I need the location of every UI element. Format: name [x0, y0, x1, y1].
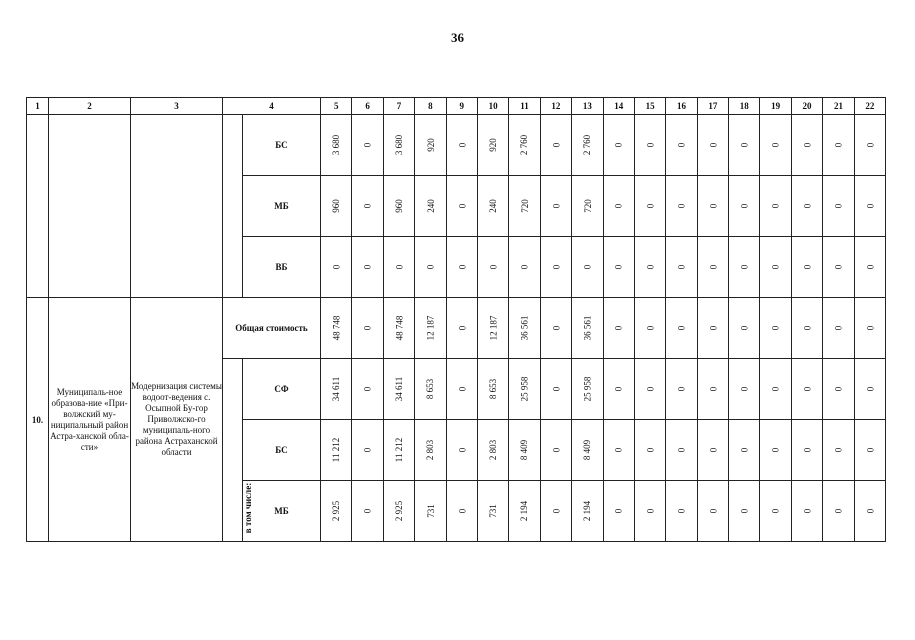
- value-cell: [791, 481, 822, 542]
- cell-value: 0: [613, 142, 624, 148]
- total-cost-label: Общая стоимость: [223, 298, 321, 359]
- header-cell: 8: [415, 98, 446, 115]
- cell-value: 2 803: [425, 439, 436, 461]
- cell-value: 0: [707, 447, 718, 453]
- cell-value: 0: [550, 264, 561, 270]
- cell-value: 48 748: [393, 315, 404, 341]
- value-cell: [352, 481, 383, 542]
- value-cell: [729, 481, 760, 542]
- cell-value: 731: [488, 504, 499, 518]
- municipality-cell-prev: [49, 115, 131, 298]
- cell-value: 0: [707, 142, 718, 148]
- project-cell-prev: [131, 115, 223, 298]
- value-cell: [760, 176, 791, 237]
- cell-value: 0: [802, 142, 813, 148]
- value-cell: [666, 115, 697, 176]
- value-cell: [415, 420, 446, 481]
- value-cell: [572, 359, 603, 420]
- value-cell: [477, 420, 508, 481]
- value-cell: [572, 176, 603, 237]
- value-cell: [415, 481, 446, 542]
- value-cell: [760, 298, 791, 359]
- header-cell: 20: [791, 98, 822, 115]
- cell-value: 0: [456, 447, 467, 453]
- value-cell: [446, 481, 477, 542]
- value-cell: [352, 115, 383, 176]
- value-cell: [446, 237, 477, 298]
- cell-value: 0: [456, 386, 467, 392]
- cell-value: 8 409: [582, 439, 593, 461]
- value-cell: [729, 237, 760, 298]
- value-cell: [509, 176, 540, 237]
- value-cell: [509, 115, 540, 176]
- value-cell: [352, 420, 383, 481]
- cell-value: 0: [613, 203, 624, 209]
- cell-value: 0: [456, 203, 467, 209]
- cell-value: 25 958: [582, 376, 593, 402]
- cell-value: 0: [802, 508, 813, 514]
- value-cell: [697, 115, 728, 176]
- header-cell: 19: [760, 98, 791, 115]
- value-cell: [572, 481, 603, 542]
- value-cell: [321, 481, 352, 542]
- value-cell: [634, 298, 665, 359]
- cell-value: 0: [393, 264, 404, 270]
- value-cell: [509, 298, 540, 359]
- cell-value: 11 212: [331, 437, 342, 463]
- cell-value: 0: [864, 386, 875, 392]
- cell-value: 0: [739, 325, 750, 331]
- value-cell: [477, 481, 508, 542]
- value-cell: [509, 420, 540, 481]
- cell-value: 48 748: [331, 315, 342, 341]
- in-total-cell-prev: [223, 115, 243, 298]
- cell-value: 0: [331, 264, 342, 270]
- cell-value: 2 925: [393, 500, 404, 522]
- funding-source-label: МБ: [243, 176, 321, 237]
- cell-value: 0: [645, 264, 656, 270]
- cell-value: 0: [770, 386, 781, 392]
- value-cell: [823, 298, 854, 359]
- value-cell: [572, 237, 603, 298]
- cell-value: 0: [707, 508, 718, 514]
- header-cell: 22: [854, 98, 885, 115]
- value-cell: [383, 298, 414, 359]
- header-cell: 11: [509, 98, 540, 115]
- header-cell: 10: [477, 98, 508, 115]
- header-cell: 6: [352, 98, 383, 115]
- header-cell: 14: [603, 98, 634, 115]
- value-cell: [634, 115, 665, 176]
- cell-value: 0: [456, 325, 467, 331]
- cell-value: 0: [864, 508, 875, 514]
- value-cell: [697, 481, 728, 542]
- cell-value: 0: [864, 447, 875, 453]
- header-cell: 16: [666, 98, 697, 115]
- cell-value: 2 760: [519, 134, 530, 156]
- value-cell: [415, 176, 446, 237]
- cell-value: 0: [645, 447, 656, 453]
- cell-value: 0: [456, 142, 467, 148]
- cell-value: 36 561: [519, 315, 530, 341]
- value-cell: [666, 298, 697, 359]
- value-cell: [823, 115, 854, 176]
- value-cell: [823, 420, 854, 481]
- value-cell: [446, 176, 477, 237]
- value-cell: [760, 359, 791, 420]
- cell-value: 0: [613, 508, 624, 514]
- value-cell: [634, 359, 665, 420]
- value-cell: [760, 420, 791, 481]
- cell-value: 0: [707, 325, 718, 331]
- cell-value: 0: [425, 264, 436, 270]
- header-cell: 2: [49, 98, 131, 115]
- value-cell: [352, 359, 383, 420]
- cell-value: 0: [707, 203, 718, 209]
- cell-value: 0: [613, 386, 624, 392]
- cell-value: 0: [770, 203, 781, 209]
- value-cell: [634, 481, 665, 542]
- cell-value: 0: [676, 447, 687, 453]
- value-cell: [760, 115, 791, 176]
- header-row: [27, 98, 886, 115]
- cell-value: 720: [582, 199, 593, 213]
- header-cell: 15: [634, 98, 665, 115]
- value-cell: [634, 420, 665, 481]
- header-cell: 18: [729, 98, 760, 115]
- cell-value: 0: [362, 508, 373, 514]
- cell-value: 240: [488, 199, 499, 213]
- cell-value: 0: [676, 264, 687, 270]
- cell-value: 0: [739, 386, 750, 392]
- cell-value: 8 653: [488, 378, 499, 400]
- value-cell: [603, 176, 634, 237]
- cell-value: 0: [362, 447, 373, 453]
- funding-source-label: БС: [243, 420, 321, 481]
- value-cell: [352, 298, 383, 359]
- cell-value: 0: [770, 325, 781, 331]
- cell-value: 0: [770, 142, 781, 148]
- cell-value: 0: [550, 447, 561, 453]
- funding-source-label: ВБ: [243, 237, 321, 298]
- project-name: Модернизация системы водоот-ведения с. Осыпной Бу-гор Приволжско-го муниципаль-ного района Астраханской области: [131, 298, 223, 542]
- cell-value: 0: [676, 508, 687, 514]
- cell-value: 0: [613, 264, 624, 270]
- header-cell: 4: [223, 98, 321, 115]
- value-cell: [603, 359, 634, 420]
- value-cell: [321, 359, 352, 420]
- value-cell: [729, 298, 760, 359]
- cell-value: 0: [770, 447, 781, 453]
- num-cell-prev: [27, 115, 49, 298]
- cell-value: 0: [833, 447, 844, 453]
- value-cell: [791, 176, 822, 237]
- cell-value: 0: [864, 325, 875, 331]
- table-row: [27, 115, 886, 176]
- cell-value: 960: [331, 199, 342, 213]
- cell-value: 0: [739, 142, 750, 148]
- header-cell: 12: [540, 98, 571, 115]
- cell-value: 0: [550, 508, 561, 514]
- cell-value: 2 194: [582, 500, 593, 522]
- value-cell: [540, 359, 571, 420]
- cell-value: 0: [802, 325, 813, 331]
- value-cell: [603, 115, 634, 176]
- cell-value: 0: [362, 203, 373, 209]
- value-cell: [854, 359, 885, 420]
- table-row-total: [27, 298, 886, 359]
- value-cell: [791, 298, 822, 359]
- header-cell: 9: [446, 98, 477, 115]
- value-cell: [854, 481, 885, 542]
- cell-value: 0: [864, 203, 875, 209]
- value-cell: [791, 115, 822, 176]
- cell-value: 0: [582, 264, 593, 270]
- value-cell: [791, 237, 822, 298]
- cell-value: 0: [362, 386, 373, 392]
- cell-value: 0: [833, 264, 844, 270]
- cell-value: 2 803: [488, 439, 499, 461]
- cell-value: 0: [802, 447, 813, 453]
- cell-value: 0: [833, 508, 844, 514]
- cell-value: 0: [519, 264, 530, 270]
- value-cell: [603, 420, 634, 481]
- value-cell: [321, 298, 352, 359]
- value-cell: [352, 237, 383, 298]
- value-cell: [634, 237, 665, 298]
- value-cell: [572, 420, 603, 481]
- value-cell: [321, 115, 352, 176]
- cell-value: 0: [707, 386, 718, 392]
- cell-value: 0: [802, 203, 813, 209]
- header-cell: 13: [572, 98, 603, 115]
- value-cell: [854, 176, 885, 237]
- value-cell: [666, 237, 697, 298]
- value-cell: [352, 176, 383, 237]
- cell-value: 0: [488, 264, 499, 270]
- value-cell: [823, 359, 854, 420]
- cell-value: 0: [613, 447, 624, 453]
- value-cell: [697, 359, 728, 420]
- value-cell: [666, 481, 697, 542]
- cell-value: 3 680: [331, 134, 342, 156]
- cell-value: 0: [833, 142, 844, 148]
- cell-value: 0: [864, 142, 875, 148]
- value-cell: [854, 115, 885, 176]
- value-cell: [477, 176, 508, 237]
- value-cell: [572, 298, 603, 359]
- value-cell: [446, 359, 477, 420]
- cell-value: 0: [550, 142, 561, 148]
- value-cell: [540, 481, 571, 542]
- cell-value: 0: [362, 325, 373, 331]
- header-cell: 17: [697, 98, 728, 115]
- cell-value: 0: [802, 264, 813, 270]
- value-cell: [697, 420, 728, 481]
- funding-source-label: МБ: [243, 481, 321, 542]
- value-cell: [446, 115, 477, 176]
- cell-value: 0: [833, 203, 844, 209]
- cell-value: 0: [645, 142, 656, 148]
- value-cell: [383, 481, 414, 542]
- cell-value: 0: [707, 264, 718, 270]
- row-number: 10.: [27, 298, 49, 542]
- in-total-cell: [223, 359, 254, 542]
- cell-value: 34 611: [393, 376, 404, 402]
- cell-value: 0: [676, 325, 687, 331]
- value-cell: [729, 359, 760, 420]
- value-cell: [729, 176, 760, 237]
- value-cell: [603, 237, 634, 298]
- cell-value: 0: [362, 264, 373, 270]
- value-cell: [509, 359, 540, 420]
- value-cell: [540, 420, 571, 481]
- value-cell: [666, 420, 697, 481]
- header-cell: 21: [823, 98, 854, 115]
- cell-value: 3 680: [393, 134, 404, 156]
- cell-value: 960: [393, 199, 404, 213]
- cell-value: 0: [833, 386, 844, 392]
- value-cell: [791, 420, 822, 481]
- value-cell: [823, 176, 854, 237]
- value-cell: [791, 359, 822, 420]
- header-cell: 1: [27, 98, 49, 115]
- cell-value: 731: [425, 504, 436, 518]
- budget-table: [26, 97, 886, 542]
- header-cell: 5: [321, 98, 352, 115]
- cell-value: 0: [456, 264, 467, 270]
- cell-value: 2 760: [582, 134, 593, 156]
- value-cell: [634, 176, 665, 237]
- value-cell: [666, 359, 697, 420]
- value-cell: [383, 359, 414, 420]
- in-total-label: в том числе:: [243, 482, 254, 534]
- cell-value: 12 187: [425, 315, 436, 341]
- cell-value: 36 561: [582, 315, 593, 341]
- municipality-name: Муниципаль-ное образова-ние «При-волжский му-ниципальный район Астра-ханской обла-сти»: [49, 298, 131, 542]
- value-cell: [477, 359, 508, 420]
- cell-value: 0: [739, 264, 750, 270]
- value-cell: [509, 237, 540, 298]
- cell-value: 0: [739, 508, 750, 514]
- value-cell: [572, 115, 603, 176]
- value-cell: [854, 237, 885, 298]
- value-cell: [383, 176, 414, 237]
- cell-value: 0: [739, 447, 750, 453]
- page-number: 36: [451, 30, 464, 45]
- value-cell: [697, 237, 728, 298]
- value-cell: [540, 115, 571, 176]
- cell-value: 920: [488, 138, 499, 152]
- value-cell: [415, 237, 446, 298]
- cell-value: 0: [645, 203, 656, 209]
- header-cell: 7: [383, 98, 414, 115]
- value-cell: [760, 237, 791, 298]
- value-cell: [603, 481, 634, 542]
- cell-value: 34 611: [331, 376, 342, 402]
- cell-value: 0: [770, 508, 781, 514]
- value-cell: [477, 298, 508, 359]
- value-cell: [446, 298, 477, 359]
- value-cell: [540, 176, 571, 237]
- cell-value: 0: [550, 386, 561, 392]
- value-cell: [321, 176, 352, 237]
- cell-value: 0: [770, 264, 781, 270]
- value-cell: [823, 237, 854, 298]
- funding-source-label: СФ: [243, 359, 321, 420]
- value-cell: [477, 237, 508, 298]
- cell-value: 0: [613, 325, 624, 331]
- cell-value: 0: [645, 325, 656, 331]
- value-cell: [509, 481, 540, 542]
- value-cell: [477, 115, 508, 176]
- cell-value: 0: [645, 508, 656, 514]
- value-cell: [540, 237, 571, 298]
- funding-source-label: БС: [243, 115, 321, 176]
- value-cell: [321, 237, 352, 298]
- cell-value: 0: [864, 264, 875, 270]
- value-cell: [729, 420, 760, 481]
- value-cell: [446, 420, 477, 481]
- value-cell: [383, 115, 414, 176]
- value-cell: [415, 298, 446, 359]
- cell-value: 0: [456, 508, 467, 514]
- cell-value: 0: [676, 203, 687, 209]
- value-cell: [383, 420, 414, 481]
- value-cell: [760, 481, 791, 542]
- cell-value: 12 187: [488, 315, 499, 341]
- value-cell: [540, 298, 571, 359]
- value-cell: [321, 420, 352, 481]
- value-cell: [823, 481, 854, 542]
- cell-value: 240: [425, 199, 436, 213]
- cell-value: 0: [833, 325, 844, 331]
- cell-value: 0: [802, 386, 813, 392]
- cell-value: 0: [645, 386, 656, 392]
- cell-value: 8 409: [519, 439, 530, 461]
- value-cell: [729, 115, 760, 176]
- cell-value: 0: [362, 142, 373, 148]
- cell-value: 720: [519, 199, 530, 213]
- cell-value: 2 925: [331, 500, 342, 522]
- header-cell: 3: [131, 98, 223, 115]
- cell-value: 0: [676, 142, 687, 148]
- cell-value: 0: [739, 203, 750, 209]
- value-cell: [666, 176, 697, 237]
- cell-value: 0: [676, 386, 687, 392]
- value-cell: [603, 298, 634, 359]
- value-cell: [854, 420, 885, 481]
- value-cell: [697, 298, 728, 359]
- cell-value: 25 958: [519, 376, 530, 402]
- value-cell: [697, 176, 728, 237]
- value-cell: [383, 237, 414, 298]
- cell-value: 920: [425, 138, 436, 152]
- cell-value: 0: [550, 325, 561, 331]
- value-cell: [854, 298, 885, 359]
- cell-value: 11 212: [393, 437, 404, 463]
- cell-value: 2 194: [519, 500, 530, 522]
- cell-value: 0: [550, 203, 561, 209]
- value-cell: [415, 115, 446, 176]
- value-cell: [415, 359, 446, 420]
- cell-value: 8 653: [425, 378, 436, 400]
